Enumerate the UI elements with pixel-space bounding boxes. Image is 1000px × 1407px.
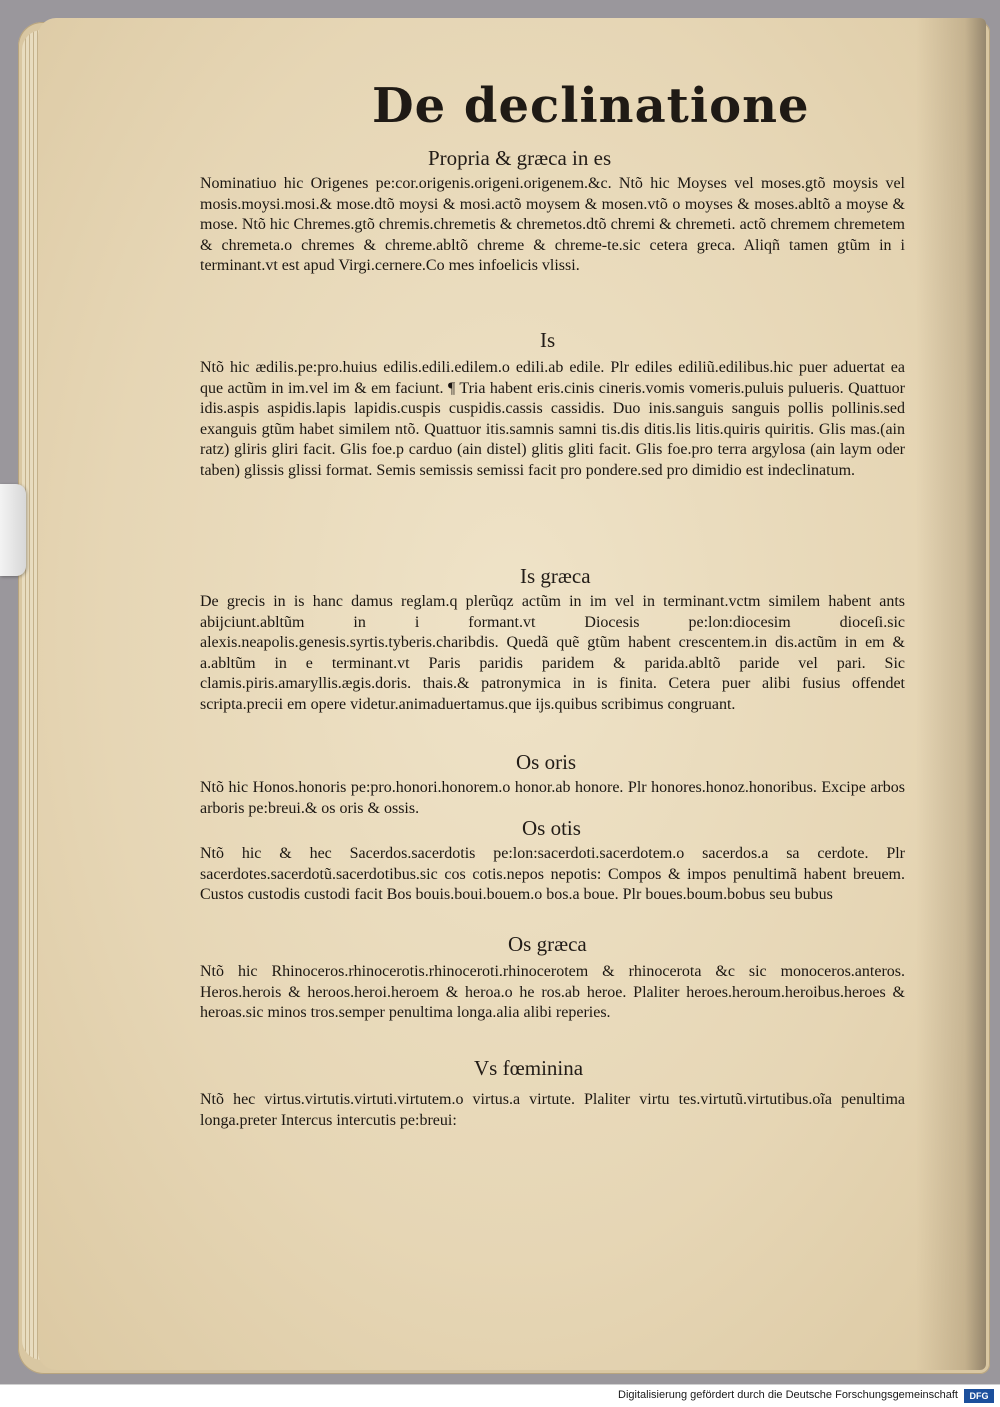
section-title-os-oris: Os oris (516, 750, 577, 774)
section-title-os-otis: Os otis (522, 816, 581, 840)
section-text-os-otis: Ntõ hic & hec Sacerdos.sacerdotis pe:lon:sacerdoti.sacerdotem.o sacerdos.a sa cerdote. Plr sacerdotes.sacerdotũ.sacerdotibus.sic cos cotis.nepos nepotis: Compos & impos penultimã habent breuem. Custos custodis custodi facit Bos bouis.boui.bouem.o bos.a boue. Plr boues.boum.bobus seu bubus (200, 845, 905, 903)
section-title-us-foeminina: Vs fœminina (474, 1056, 584, 1080)
section-text-os-oris: Ntõ hic Honos.honoris pe:pro.honori.honorem.o honor.ab honore. Plr honores.honoz.honoribus. Excipe arbos arboris pe:breui.& os oris & ossis. (200, 779, 905, 817)
dfg-logo[interactable]: DFG (964, 1389, 994, 1403)
funding-notice: Digitalisierung gefördert durch die Deutsche Forschungsgemeinschaft (618, 1389, 958, 1401)
section-text-us-foeminina: Ntõ hec virtus.virtutis.virtuti.virtutem.o virtus.a virtute. Plaliter virtu tes.virtutũ.virtutibus.oĩa penultima longa.preter Intercus intercutis pe:breui: (200, 1091, 905, 1129)
section-text-propria: Nominatiuo hic Origenes pe:cor.origenis.origeni.origenem.&c. Ntõ hic Moyses vel moses.gtõ moysis vel mosis.moysi.mosi.& mose.dtõ moysi & mosi.actõ moysem & mosen.vtõ o moyses & moses.abltõ a moyse & mose. Ntõ hic Chremes.gtõ chremis.chremetis & chremetos.dtõ chremi & chremeti. actõ chremem chremetem & chremeta.o chremes & chreme.abltõ chreme & chreme-te.sic cetera greca. Aliqñ tamen gtũm in i terminant.vt est apud Virgi.cernere.Co mes infoelicis vlissi. (200, 175, 905, 274)
section-text-os-graeca: Ntõ hic Rhinoceros.rhinocerotis.rhinoceroti.rhinocerotem & rhinocerota &c sic monoceros.anteros. Heros.herois & heroos.heroi.heroem & heroa.o he ros.ab heroe. Plaliter heroes.heroum.heroibus.heroes & heroas.sic minos tros.semper penultima longa.alia alibi reperies. (200, 963, 905, 1021)
section-text-is: Ntõ hic ædilis.pe:pro.huius edilis.edili.edilem.o edili.ab edile. Plr ediles ediliũ.edilibus.hic puer aduertat ea que actũm in im.vel im & em faciunt. ¶ Tria habent eris.cinis cineris.vomis vomeris.puluis pulueris. Quattuor idis.aspis aspidis.lapis lapidis.cuspis cuspidis.cassis cassidis. Duo inis.sanguis sanguis pollis pollinis.sed exanguis gtũm habet similem ntõ. Quattuor itis.samnis samni tis.dis ditis.lis litis.quiris quiritis. Glis mas.(ain ratz) gliris gliri facit. Glis foe.p carduo (ain distel) glitis gliti facit. Glis foe.pro terra argylosa (ain laym oder taben) glissis glissi format. Semis semissis semissi facit pro pondere.sed pro dimidio est indeclinatum. (200, 359, 905, 479)
section-title-is-graeca: Is græca (520, 564, 591, 588)
section-title-os-graeca: Os græca (508, 932, 587, 956)
page-heading: De declinatione (372, 78, 810, 134)
page-gutter-shadow (916, 18, 986, 1370)
section-title-propria: Propria & græca in es (428, 146, 612, 170)
section-text-is-graeca: De grecis in is hanc damus reglam.q plerũqz actũm in im vel in terminant.vctm similem habent ants abijciunt.abltũm in i formant.vt Diocesis pe:lon:diocesim dioceſi.sic alexis.neapolis.genesis.syrtis.tyberis.charibdis. Quedã quẽ gtũm habent crescentem.in dis.actũm in em & a.abltũm in e terminant.vt Paris paridis paridem & parida.abltõ paride vel pari. Sic clamis.piris.amaryllis.ægis.doris. thais.& patronymica in is finita. Cetera puer alibi fusius offendet scripta.precii em opere videtur.animaduertamus.que ijs.quibus scribimus congruant. (200, 593, 905, 713)
footer-bar (0, 1384, 1000, 1407)
page-clip (0, 484, 26, 576)
section-title-is: Is (540, 328, 556, 352)
